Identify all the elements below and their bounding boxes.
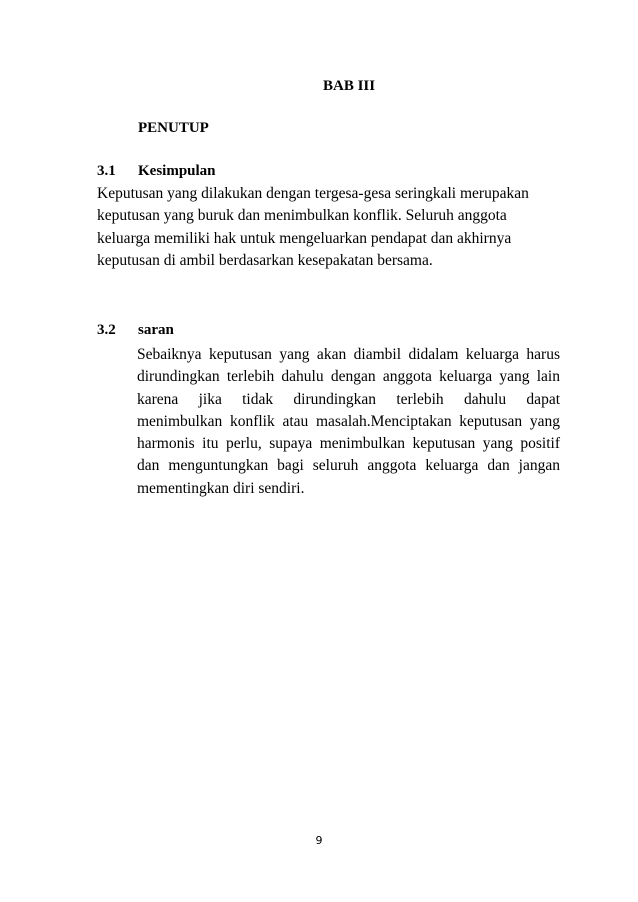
paragraph-line: keluarga memiliki hak untuk mengeluarkan pendapat dan akhirnya bbox=[97, 229, 512, 247]
section-number: 3.1 bbox=[97, 163, 116, 179]
paragraph-line: keputusan di ambil berdasarkan kesepakatan bersama. bbox=[97, 251, 433, 269]
paragraph-line: Keputusan yang dilakukan dengan tergesa-gesa seringkali merupakan bbox=[97, 185, 529, 202]
paragraph-line: Sebaiknya keputusan yang akan diambil didalam keluarga harus bbox=[137, 346, 560, 363]
paragraph-line: dirundingkan terlebih dahulu dengan anggota keluarga yang lain bbox=[137, 368, 560, 386]
paragraph-line: karena jika tidak dirundingkan terlebih dahulu dapat bbox=[137, 390, 560, 408]
conclusion-paragraph bbox=[97, 183, 567, 272]
page-number: 9 bbox=[315, 834, 323, 847]
section-number: 3.2 bbox=[97, 322, 116, 338]
suggestion-paragraph bbox=[137, 344, 560, 500]
chapter-label: BAB III bbox=[323, 78, 376, 94]
paragraph-line: harmonis itu perlu, supaya menimbulkan keputusan yang positif bbox=[137, 435, 560, 453]
paragraph-line: keputusan yang buruk dan menimbulkan konflik. Seluruh anggota bbox=[97, 207, 507, 225]
paragraph-line: menimbulkan konflik atau masalah.Menciptakan keputusan yang bbox=[137, 412, 560, 430]
paragraph-line: mementingkan diri sendiri. bbox=[137, 479, 305, 497]
section-title: saran bbox=[138, 322, 174, 338]
paragraph-line: dan menguntungkan bagi seluruh anggota keluarga dan jangan bbox=[137, 457, 560, 475]
chapter-title: PENUTUP bbox=[138, 120, 209, 136]
section-title: Kesimpulan bbox=[138, 163, 216, 179]
